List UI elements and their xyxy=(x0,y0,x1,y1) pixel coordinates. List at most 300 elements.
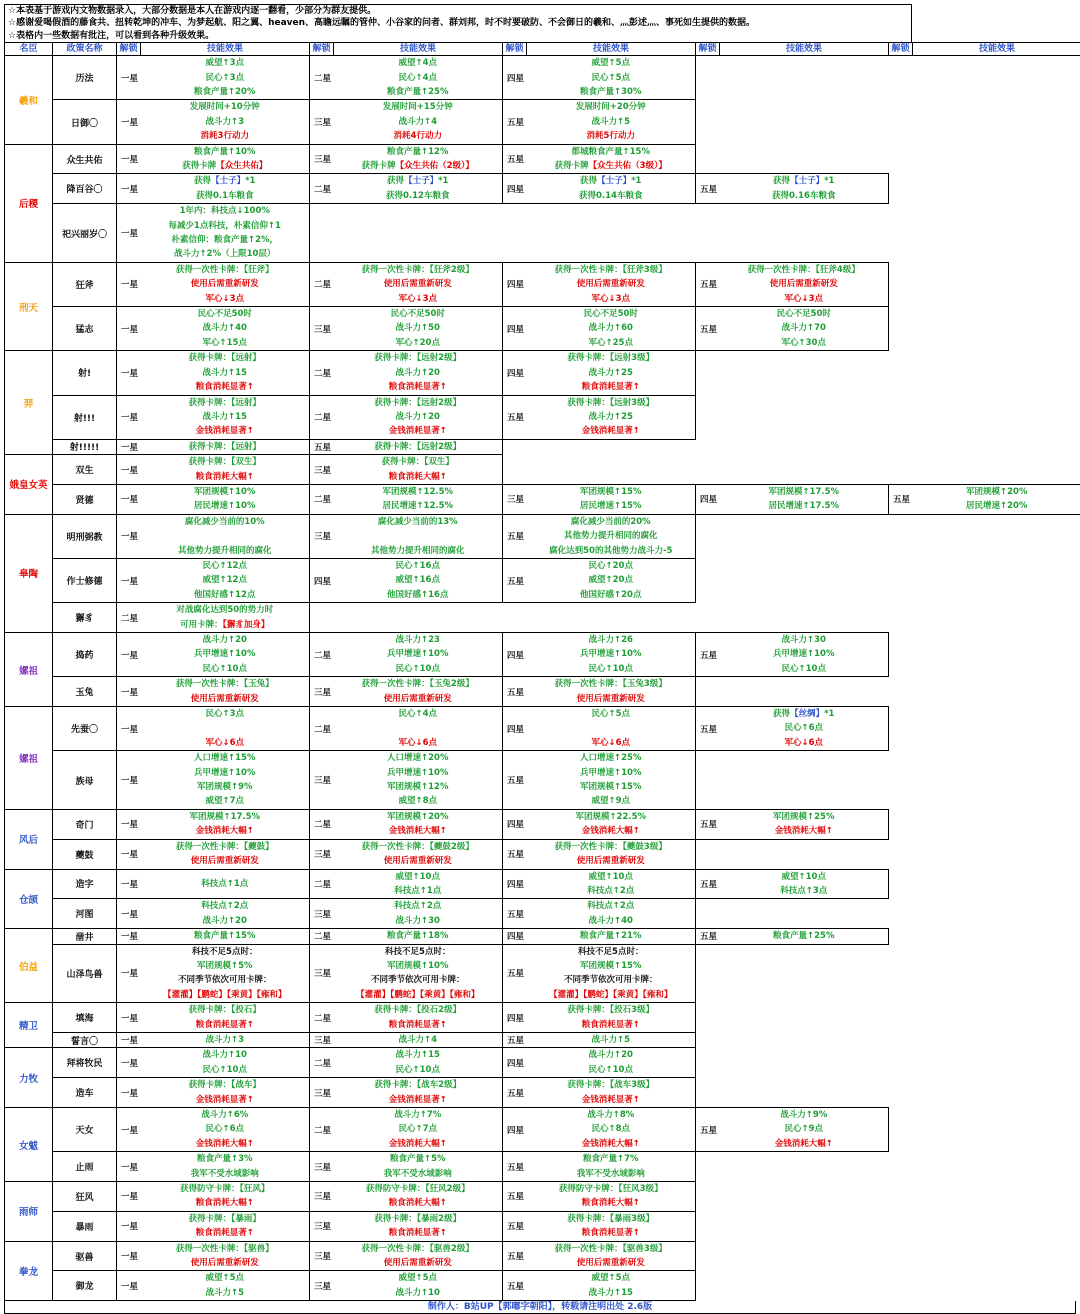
effect-line xyxy=(334,1093,503,1107)
empty-cell xyxy=(889,395,913,439)
effect-text: 获得一次性卡牌：【驱兽3级】 xyxy=(555,1244,667,1254)
skill-effect xyxy=(527,1271,696,1301)
effect-text: 战斗力↑25 xyxy=(589,368,633,378)
effect-text: 战斗力↑15 xyxy=(396,1050,440,1060)
effect-line xyxy=(334,559,503,573)
skill-effect xyxy=(334,751,503,810)
effect-line xyxy=(141,1152,310,1166)
effect-text: 粮食消耗显著↑ xyxy=(582,1020,640,1030)
effect-line xyxy=(720,292,889,306)
effect-line xyxy=(720,189,889,203)
effect-line xyxy=(141,736,310,750)
effect-text: 获得卡牌：【远射2级】 xyxy=(374,398,461,408)
empty-cell xyxy=(889,1048,913,1078)
effect-text: 金钱消耗大幅↑ xyxy=(196,826,254,836)
effect-text: *1 xyxy=(824,709,834,719)
unlock-star: 一星 xyxy=(117,944,141,1003)
effect-line xyxy=(527,1271,696,1285)
effect-line xyxy=(141,751,310,765)
policy-name: 射!!! xyxy=(53,395,117,439)
effect-text: 获得 xyxy=(387,176,404,186)
effect-line xyxy=(141,1033,310,1047)
empty-cell xyxy=(720,204,889,263)
empty-cell xyxy=(696,899,720,929)
empty-cell xyxy=(913,751,1080,810)
unlock-star: 一星 xyxy=(117,307,141,351)
empty-cell xyxy=(310,204,334,263)
effect-text: 民心↑20点 xyxy=(589,561,633,571)
empty-cell xyxy=(889,1078,913,1108)
effect-line xyxy=(527,351,696,365)
effect-line xyxy=(334,1063,503,1077)
effect-line xyxy=(141,485,310,499)
unlock-star: 二星 xyxy=(310,351,334,395)
policy-name: 捣药 xyxy=(53,633,117,677)
empty-cell xyxy=(696,558,720,602)
table-row xyxy=(5,174,1080,204)
skill-effect xyxy=(334,809,503,839)
unlock-star: 三星 xyxy=(310,751,334,810)
effect-line xyxy=(720,277,889,291)
effect-text: 获得防守卡牌：【狂风】 xyxy=(180,1184,269,1194)
effect-text: 【灌灌】【鹏蛇】【乘黄】【雍和】 xyxy=(356,990,479,1000)
minister-name: 皋陶 xyxy=(5,514,53,632)
skill-effect xyxy=(720,809,889,839)
effect-text: *1 xyxy=(631,176,641,186)
effect-text: 获得卡牌：【暴雨2级】 xyxy=(374,1214,461,1224)
effect-line xyxy=(334,1182,503,1196)
effect-text: 战斗力↑23 xyxy=(396,635,440,645)
effect-line xyxy=(141,440,310,454)
policy-name: 众生共佑 xyxy=(53,144,117,174)
empty-cell xyxy=(889,751,913,810)
empty-cell xyxy=(696,56,720,100)
effect-text: 粮食消耗显著↑ xyxy=(389,1228,447,1238)
empty-cell xyxy=(720,1078,889,1108)
effect-line xyxy=(141,277,310,291)
effect-text: 民心↑5点 xyxy=(591,709,630,719)
effect-line xyxy=(334,515,503,529)
empty-cell xyxy=(889,633,913,677)
skill-effect xyxy=(720,174,889,204)
effect-text: 战斗力↑60 xyxy=(589,323,633,333)
empty-cell xyxy=(720,1182,889,1212)
effect-line xyxy=(334,159,503,173)
empty-cell xyxy=(696,144,720,174)
effect-line xyxy=(141,899,310,913)
skill-effect xyxy=(141,1152,310,1182)
empty-cell xyxy=(720,1271,889,1301)
effect-line xyxy=(527,1048,696,1062)
empty-cell xyxy=(889,351,913,395)
effect-line xyxy=(334,1256,503,1270)
effect-line xyxy=(720,633,889,647)
effect-text: 威望↑7点 xyxy=(205,796,244,806)
effect-text: 获得一次性卡牌：【狂斧】 xyxy=(176,265,274,275)
effect-text: 粮食产量↑5% xyxy=(390,1154,446,1164)
effect-text: 战斗力↑30 xyxy=(782,635,826,645)
effect-line xyxy=(527,129,696,143)
table-row xyxy=(5,869,1080,899)
effect-line xyxy=(527,515,696,529)
effect-text: 居民增速↑20% xyxy=(966,501,1027,511)
effect-text: 民心不足50时 xyxy=(584,309,638,319)
effect-text: *1 xyxy=(438,176,448,186)
unlock-star: 二星 xyxy=(310,174,334,204)
effect-text: 获得卡牌：【暴雨】 xyxy=(189,1214,261,1224)
unlock-star: 三星 xyxy=(503,484,527,514)
skill-effect xyxy=(527,100,696,144)
empty-cell xyxy=(720,100,889,144)
unlock-star: 一星 xyxy=(117,514,141,558)
effect-text: 粮食产量↑10% xyxy=(194,147,255,157)
header-effect: 技能效果 xyxy=(720,43,889,56)
unlock-star: 二星 xyxy=(310,262,334,306)
unlock-star: 一星 xyxy=(117,1152,141,1182)
effect-text: 人口增速↑15% xyxy=(194,753,255,763)
effect-text: 粮食产量↑18% xyxy=(387,931,448,941)
effect-line xyxy=(334,692,503,706)
empty-cell xyxy=(696,603,720,633)
effect-text: 战斗力↑9% xyxy=(780,1110,827,1120)
effect-text: 威望↑5点 xyxy=(205,1273,244,1283)
effect-line xyxy=(334,899,503,913)
effect-line xyxy=(334,870,503,884)
unlock-star: 二星 xyxy=(310,707,334,751)
unlock-star: 三星 xyxy=(310,839,334,869)
effect-text: 发展时间+15分钟 xyxy=(383,102,453,112)
minister-name: 娥皇女英 xyxy=(5,455,53,515)
effect-line xyxy=(141,424,310,438)
empty-cell xyxy=(720,1211,889,1241)
table-row xyxy=(5,1182,1080,1212)
effect-text: 【众生共佑（3级）】 xyxy=(589,161,667,171)
effect-line xyxy=(527,647,696,661)
skill-effect xyxy=(527,1211,696,1241)
effect-text: 粮食消耗显著↑ xyxy=(582,1228,640,1238)
header-unlock: 解锁 xyxy=(117,43,141,56)
effect-text: 获得一次性卡牌：【狂斧2级】 xyxy=(362,265,474,275)
skill-effect xyxy=(527,144,696,174)
effect-text: 民心↑6点 xyxy=(784,723,823,733)
unlock-star: 一星 xyxy=(117,262,141,306)
effect-line xyxy=(141,1093,310,1107)
effect-text: 粮食产量↑15% xyxy=(194,931,255,941)
empty-cell xyxy=(720,56,889,100)
skill-effect xyxy=(334,1078,503,1108)
skill-effect xyxy=(141,455,310,485)
effect-line xyxy=(141,1182,310,1196)
effect-line xyxy=(527,662,696,676)
effect-line xyxy=(141,100,310,114)
effect-text: 威望↑5点 xyxy=(398,1273,437,1283)
effect-text: 战斗力↑10 xyxy=(203,1050,247,1060)
effect-text: 获得一次性卡牌：【玉兔2级】 xyxy=(362,679,474,689)
unlock-star: 四星 xyxy=(503,809,527,839)
effect-text: 获得卡牌：【远射2级】 xyxy=(374,442,461,452)
skill-effect xyxy=(334,899,503,929)
skill-effect xyxy=(334,929,503,944)
empty-cell xyxy=(913,1211,1080,1241)
effect-line xyxy=(527,1242,696,1256)
effect-line xyxy=(141,1018,310,1032)
empty-cell xyxy=(913,144,1080,174)
unlock-star: 五星 xyxy=(503,1152,527,1182)
effect-text: 科技点↑2点 xyxy=(587,901,634,911)
effect-text: 战斗力↑20 xyxy=(589,1050,633,1060)
table-row xyxy=(5,56,1080,100)
effect-text: 他国好感↑12点 xyxy=(194,590,255,600)
effect-text: 粮食产量↑21% xyxy=(580,931,641,941)
minister-name: 力牧 xyxy=(5,1048,53,1108)
empty-cell xyxy=(913,307,1080,351)
effect-text: 科技点↑2点 xyxy=(587,886,634,896)
effect-text: 人口增速↑20% xyxy=(387,753,448,763)
policy-name: 猛志 xyxy=(53,307,117,351)
effect-line xyxy=(527,263,696,277)
effect-text: 兵甲增速↑10% xyxy=(580,768,641,778)
effect-text: 战斗力↑15 xyxy=(203,412,247,422)
effect-line xyxy=(141,914,310,928)
policy-name: 狂风 xyxy=(53,1182,117,1212)
effect-line xyxy=(334,840,503,854)
effect-line xyxy=(141,945,310,959)
effect-text: 民心↑3点 xyxy=(205,709,244,719)
effect-text: 获得一次性卡牌：【驱兽】 xyxy=(176,1244,274,1254)
effect-line xyxy=(141,573,310,587)
unlock-star: 三星 xyxy=(310,1271,334,1301)
effect-text: 金钱消耗显著↑ xyxy=(389,1095,447,1105)
skill-effect xyxy=(334,1032,503,1047)
effect-line xyxy=(527,736,696,750)
skill-effect xyxy=(527,809,696,839)
skill-effect xyxy=(141,1048,310,1078)
effect-text: 威望↑8点 xyxy=(398,796,437,806)
effect-line xyxy=(334,633,503,647)
effect-line xyxy=(334,321,503,335)
effect-line xyxy=(720,1122,889,1136)
effect-line xyxy=(527,840,696,854)
effect-text: 粮食产量↑30% xyxy=(580,87,641,97)
effect-line xyxy=(141,1063,310,1077)
table-row xyxy=(5,514,1080,558)
effect-text: 战斗力↑20 xyxy=(396,412,440,422)
effect-line xyxy=(334,1196,503,1210)
empty-cell xyxy=(889,899,913,929)
empty-cell xyxy=(720,839,889,869)
empty-cell xyxy=(889,204,913,263)
skill-effect xyxy=(141,514,310,558)
table-row xyxy=(5,1078,1080,1108)
table-row xyxy=(5,1271,1080,1301)
effect-text: 获得卡牌：【远射2级】 xyxy=(374,353,461,363)
effect-line xyxy=(527,159,696,173)
effect-text: 兵甲增速↑10% xyxy=(773,649,834,659)
empty-cell xyxy=(889,1241,913,1271)
effect-text: 军心↓6点 xyxy=(398,738,437,748)
unlock-star: 一星 xyxy=(117,1003,141,1033)
effect-line xyxy=(334,174,503,188)
unlock-star: 一星 xyxy=(117,484,141,514)
skill-effect xyxy=(334,1152,503,1182)
effect-text: 都城粮食产量↑15% xyxy=(572,147,650,157)
effect-text: 可用卡牌： xyxy=(180,620,223,630)
policy-name: 射! xyxy=(53,351,117,395)
effect-line xyxy=(334,1003,503,1017)
effect-text: 粮食产量↑25% xyxy=(773,931,834,941)
unlock-star: 一星 xyxy=(117,929,141,944)
effect-text: 战斗力↑20 xyxy=(396,368,440,378)
effect-line xyxy=(334,573,503,587)
empty-cell xyxy=(696,1032,720,1047)
effect-line xyxy=(141,366,310,380)
effect-line xyxy=(527,115,696,129)
effect-text: 金钱消耗大幅↑ xyxy=(389,1139,447,1149)
spreadsheet xyxy=(4,4,1076,1314)
effect-line xyxy=(334,662,503,676)
effect-text: 使用后需重新研发 xyxy=(384,1258,452,1268)
unlock-star: 二星 xyxy=(310,929,334,944)
effect-text: 金钱消耗大幅↑ xyxy=(582,1139,640,1149)
effect-text: 科技点↑3点 xyxy=(780,886,827,896)
skill-effect xyxy=(141,809,310,839)
effect-line xyxy=(141,1226,310,1240)
effect-text: 获得一次性卡牌：【驱兽2级】 xyxy=(362,1244,474,1254)
empty-cell xyxy=(696,514,720,558)
effect-text: 民心↑10点 xyxy=(396,1065,440,1075)
effect-line xyxy=(141,1137,310,1151)
unlock-star: 三星 xyxy=(310,144,334,174)
unlock-star: 三星 xyxy=(310,1032,334,1047)
empty-cell xyxy=(913,633,1080,677)
effect-line xyxy=(141,247,310,261)
empty-cell xyxy=(913,204,1080,263)
unlock-star: 一星 xyxy=(117,869,141,899)
effect-line xyxy=(141,988,310,1002)
effect-text: 军心↓3点 xyxy=(205,294,244,304)
minister-name: 嫘祖 xyxy=(5,707,53,810)
effect-text: 获得0.16车粮食 xyxy=(772,191,835,201)
empty-cell xyxy=(913,56,1080,100)
unlock-star: 一星 xyxy=(117,1271,141,1301)
effect-line xyxy=(141,145,310,159)
effect-line xyxy=(334,647,503,661)
effect-text: 腐化达到50的其他势力战斗力-5 xyxy=(549,546,672,556)
effect-text: 战斗力↑8% xyxy=(587,1110,634,1120)
effect-line xyxy=(141,56,310,70)
effect-line xyxy=(527,1078,696,1092)
effect-line xyxy=(334,1152,503,1166)
effect-line xyxy=(141,307,310,321)
unlock-star: 五星 xyxy=(696,707,720,751)
unlock-star: 二星 xyxy=(310,1003,334,1033)
effect-line xyxy=(141,840,310,854)
skill-effect xyxy=(141,603,310,633)
effect-text: 金钱消耗大幅↑ xyxy=(775,826,833,836)
skill-effect xyxy=(141,677,310,707)
policy-name: 作士修德 xyxy=(53,558,117,602)
effect-line xyxy=(334,1048,503,1062)
effect-line xyxy=(141,499,310,513)
effect-text: 【众生共佑】 xyxy=(216,161,267,171)
skill-effect xyxy=(527,633,696,677)
effect-text: 居民增速↑17.5% xyxy=(768,501,839,511)
effect-text: 获得卡牌：【远射】 xyxy=(189,398,261,408)
effect-text: 战斗力↑15 xyxy=(589,1288,633,1298)
skill-effect xyxy=(141,839,310,869)
empty-cell xyxy=(720,899,889,929)
effect-line xyxy=(141,336,310,350)
unlock-star: 一星 xyxy=(117,707,141,751)
effect-line xyxy=(527,424,696,438)
unlock-star: 一星 xyxy=(117,839,141,869)
empty-cell xyxy=(720,144,889,174)
effect-line xyxy=(527,721,696,735)
effect-line xyxy=(334,380,503,394)
effect-text: 科技点↑1点 xyxy=(201,879,248,889)
effect-text: 消耗5行动力 xyxy=(587,131,635,141)
effect-text: 获得卡牌：【投石2级】 xyxy=(374,1005,461,1015)
empty-cell xyxy=(889,809,913,839)
effect-text: 获得一次性卡牌：【夔鼓3级】 xyxy=(555,842,667,852)
effect-line xyxy=(527,1063,696,1077)
effect-line xyxy=(334,366,503,380)
effect-text: 军团规模↑22.5% xyxy=(575,812,646,822)
effect-text: 军心↑15点 xyxy=(203,338,247,348)
effect-text: 使用后需重新研发 xyxy=(384,279,452,289)
empty-cell xyxy=(527,204,696,263)
effect-line xyxy=(527,292,696,306)
effect-text: 军团规模↑9% xyxy=(197,782,253,792)
skill-effect xyxy=(527,944,696,1003)
policy-name: 造字 xyxy=(53,869,117,899)
table-row xyxy=(5,839,1080,869)
effect-line xyxy=(527,824,696,838)
effect-text: 其他势力提升相同的腐化 xyxy=(371,546,465,556)
effect-line xyxy=(141,263,310,277)
skill-effect xyxy=(527,1108,696,1152)
effect-text: 获得一次性卡牌：【夔鼓】 xyxy=(176,842,274,852)
effect-line xyxy=(527,870,696,884)
skill-effect xyxy=(141,869,310,899)
effect-line xyxy=(334,945,503,959)
effect-line xyxy=(141,115,310,129)
header-unlock: 解锁 xyxy=(696,43,720,56)
effect-text: 其他势力提升相同的腐化 xyxy=(564,531,658,541)
effect-line xyxy=(527,945,696,959)
policy-name: 降百谷〇 xyxy=(53,174,117,204)
effect-line xyxy=(527,485,696,499)
effect-line xyxy=(141,1048,310,1062)
effect-text: 粮食消耗显著↑ xyxy=(196,382,254,392)
effect-text: 粮食产量↑12% xyxy=(387,147,448,157)
effect-text: 使用后需重新研发 xyxy=(384,856,452,866)
effect-text: 军团规模↑20% xyxy=(966,487,1027,497)
effect-text: 【众生共佑（2级）】 xyxy=(396,161,474,171)
skill-effect xyxy=(334,174,503,204)
empty-cell xyxy=(889,514,913,558)
effect-text: 不同季节依次可用卡牌： xyxy=(564,975,658,985)
effect-text: 获得卡牌：【双生】 xyxy=(189,457,261,467)
unlock-star: 四星 xyxy=(503,307,527,351)
effect-line xyxy=(720,1137,889,1151)
unlock-star: 二星 xyxy=(310,1108,334,1152)
effect-text: 居民增速↑12.5% xyxy=(382,501,453,511)
empty-cell xyxy=(889,558,913,602)
effect-line xyxy=(527,588,696,602)
skill-effect xyxy=(141,707,310,751)
effect-text: 粮食产量↑25% xyxy=(387,87,448,97)
